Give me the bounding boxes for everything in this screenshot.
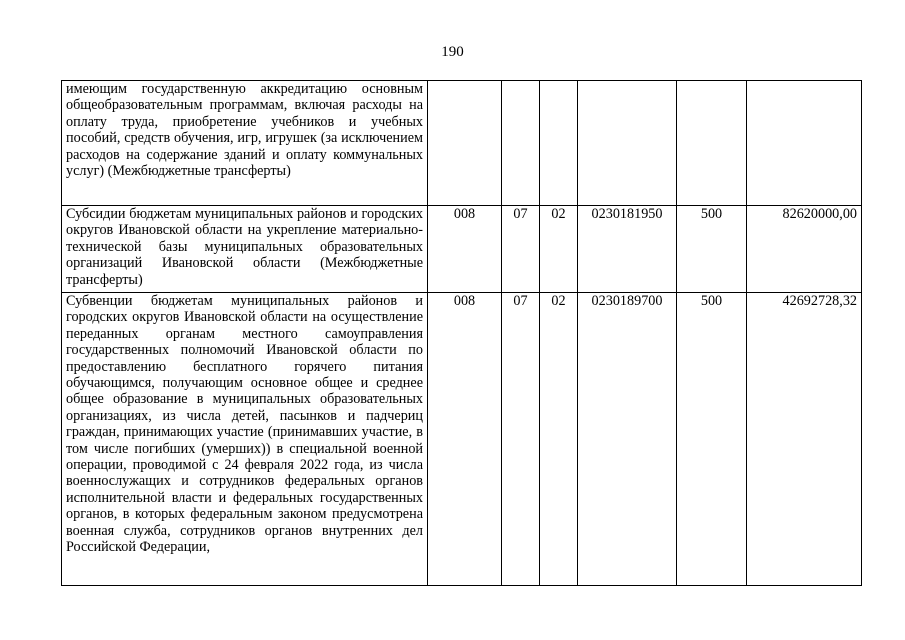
row-subsection-code — [540, 81, 578, 206]
budget-table — [61, 80, 862, 586]
table-row — [62, 81, 862, 206]
row-expense-type: 500 — [677, 293, 747, 586]
row-target-article — [578, 81, 677, 206]
row-description: Субсидии бюджетам муниципальных районов и городских округов Ивановской области на укрепление материально-технической базы муниципальных образовательных организаций Ивановской области (Межбюджетные трансферты) — [62, 206, 428, 293]
page-number: 190 — [441, 44, 464, 60]
row-subsection-code: 02 — [540, 206, 578, 293]
row-section-code: 07 — [502, 206, 540, 293]
row-amount — [747, 81, 862, 206]
row-amount: 42692728,32 — [747, 293, 862, 586]
row-ministry-code: 008 — [428, 293, 502, 586]
row-description: Субвенции бюджетам муниципальных районов и городских округов Ивановской области на осуществление переданных органам местного самоуправления государственных полномочий Ивановской области по предоставлению бесплатного горячего питания обучающимся, получающим основное общее и среднее общее образование в муниципальных образовательных организациях, из числа детей, пасынков и падчериц граждан, принимающих участие (принимавших участие, в том числе погибших (умерших)) в специальной военной операции, проводимой с 24 февраля 2022 года, из числа военнослужащих и сотрудников федеральных органов исполнительной власти и федеральных государственных органов, в которых федеральным законом предусмотрена военная служба, сотрудников органов внутренних дел Российской Федерации, — [62, 293, 428, 586]
row-description: имеющим государственную аккредитацию основным общеобразовательным программам, включая расходы на оплату труда, приобретение учебников и учебных пособий, средств обучения, игр, игрушек (за исключением расходов на содержание зданий и оплату коммунальных услуг) (Межбюджетные трансферты) — [62, 81, 428, 206]
row-target-article: 0230189700 — [578, 293, 677, 586]
table-row — [62, 293, 862, 586]
row-subsection-code: 02 — [540, 293, 578, 586]
row-section-code — [502, 81, 540, 206]
row-ministry-code: 008 — [428, 206, 502, 293]
row-ministry-code — [428, 81, 502, 206]
row-section-code: 07 — [502, 293, 540, 586]
table-row — [62, 206, 862, 293]
row-target-article: 0230181950 — [578, 206, 677, 293]
row-amount: 82620000,00 — [747, 206, 862, 293]
row-expense-type: 500 — [677, 206, 747, 293]
row-expense-type — [677, 81, 747, 206]
